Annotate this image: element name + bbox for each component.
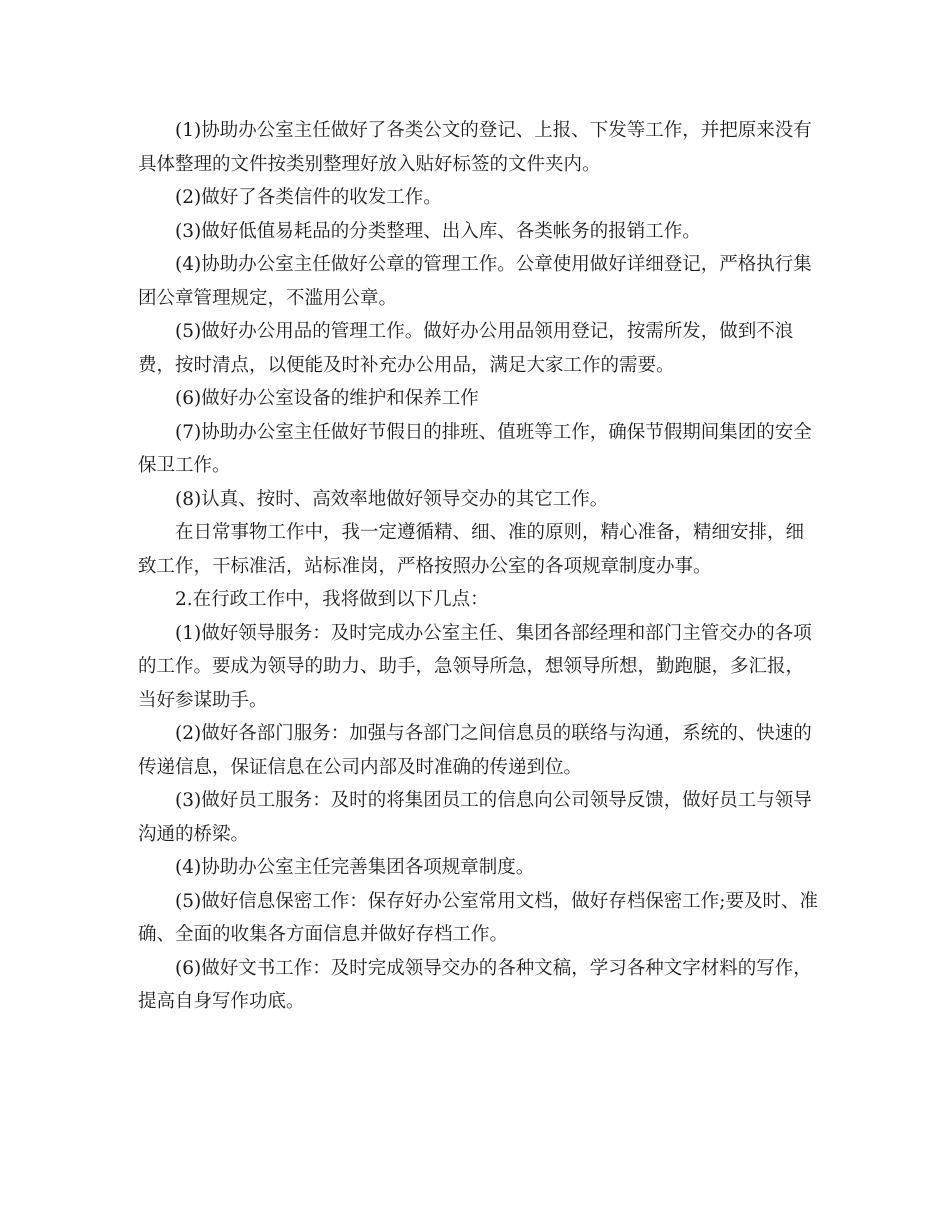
paragraph: (7)协助办公室主任做好节假日的排班、值班等工作，确保节假期间集团的安全保卫工作。 <box>138 421 812 476</box>
section-heading: 2.在行政工作中，我将做到以下几点： <box>175 589 489 610</box>
paragraph: (2)做好各部门服务：加强与各部门之间信息员的联络与沟通，系统的、快速的传递信息，保证信息在公司内部及时准确的传递到位。 <box>138 723 812 778</box>
paragraph: (5)做好办公用品的管理工作。做好办公用品领用登记，按需所发，做到不浪费，按时清点，以便能及时补充办公用品，满足大家工作的需要。 <box>138 321 794 376</box>
paragraph: (2)做好了各类信件的收发工作。 <box>175 187 442 208</box>
paragraph: (8)认真、按时、高效率地做好领导交办的其它工作。 <box>175 488 609 510</box>
paragraph: (1)做好领导服务：及时完成办公室主任、集团各部经理和部门主管交办的各项的工作。要成为领导的助力、助手，急领导所急，想领导所想，勤跑腿，多汇报，当好参谋助手。 <box>138 622 812 711</box>
paragraph: (3)做好员工服务：及时的将集团员工的信息向公司领导反馈，做好员工与领导沟通的桥梁。 <box>138 790 812 845</box>
paragraph: 在日常事物工作中，我一定遵循精、细、准的原则，精心准备，精细安排，细致工作，干标准活，站标准岗，严格按照办公室的各项规章制度办事。 <box>138 522 805 577</box>
paragraph: (6)做好办公室设备的维护和保养工作 <box>175 388 479 409</box>
paragraph: (5)做好信息保密工作：保存好办公室常用文档，做好存档保密工作;要及时、准确、全面的收集各方面信息并做好存档工作。 <box>138 890 818 945</box>
paragraph: (4)协助办公室主任做好公章的管理工作。公章使用做好详细登记，严格执行集团公章管理规定，不滥用公章。 <box>138 254 812 309</box>
paragraph: (4)协助办公室主任完善集团各项规章制度。 <box>175 857 535 878</box>
paragraph: (6)做好文书工作：及时完成领导交办的各种文稿，学习各种文字材料的写作，提高自身写作功底。 <box>138 957 812 1012</box>
document-body <box>138 114 818 1019</box>
paragraph: (3)做好低值易耗品的分类整理、出入库、各类帐务的报销工作。 <box>175 220 701 242</box>
paragraph: (1)协助办公室主任做好了各类公文的登记、上报、下发等工作，并把原来没有具体整理的文件按类别整理好放入贴好标签的文件夹内。 <box>138 120 812 175</box>
